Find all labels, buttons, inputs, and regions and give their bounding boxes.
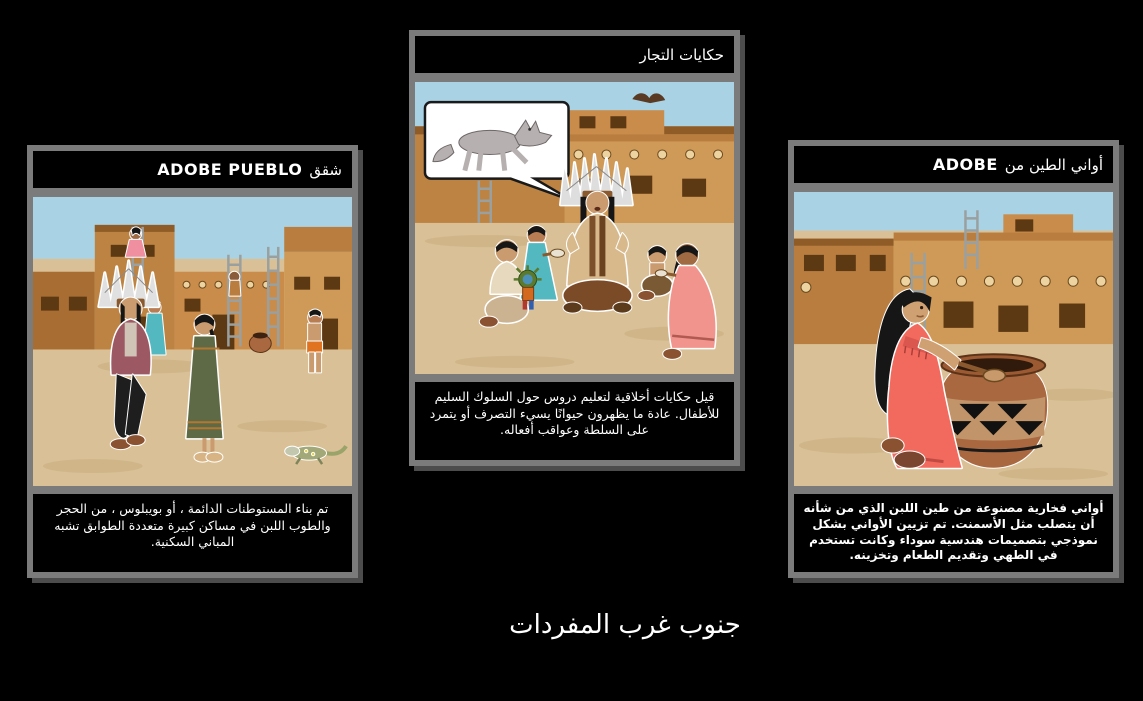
storyboard-cell-adobe-pueblo	[27, 145, 358, 578]
pueblo-village-illustration	[33, 197, 352, 486]
storyboard-cell-clay-pots	[788, 140, 1119, 578]
cell-title-bar	[33, 151, 352, 188]
storyteller-illustration	[415, 82, 734, 374]
storyteller-scene	[415, 82, 734, 374]
cell-title-latin: ADOBE PUEBLO	[157, 160, 303, 179]
cell-caption: أواني فخارية مصنوعة من طين اللبن الذي من شأنه أن يتصلب مثل الأسمنت. تم تزيين الأواني بشكل نموذجي بتصميمات هندسية سوداء وكانت تستخدم في الطهي وتقديم الطعام وتخزينه.	[794, 494, 1113, 572]
cell-caption: قيل حكايات أخلاقية لتعليم دروس حول السلوك السليم للأطفال. عادة ما يظهرون حيوانًا يسيء التصرف أو يتمرد على السلطة وعواقب أفعاله.	[415, 382, 734, 460]
child-climbing-ladder	[229, 272, 240, 296]
cell-title-latin: ADOBE	[932, 155, 998, 174]
storyboard-title: جنوب غرب المفردات	[509, 610, 741, 640]
cell-title-arabic: أواني الطين من	[1004, 155, 1103, 174]
cell-title-bar	[415, 36, 734, 73]
clay-pot-scene	[794, 192, 1113, 486]
pueblo-village-scene	[33, 197, 352, 486]
boy-orange-shorts	[307, 310, 322, 373]
storyboard-cell-trader-tales	[409, 30, 740, 466]
clay-pot-illustration	[794, 192, 1113, 486]
cell-title-arabic: حكايات التجار	[639, 45, 724, 64]
cell-title-arabic: شقق	[309, 160, 342, 179]
cell-caption: تم بناء المستوطنات الدائمة ، أو بويبلوس ، من الحجر والطوب اللبن في مساكن كبيرة متعددة الطوابق تشبه المباني السكنية.	[33, 494, 352, 572]
cell-title-bar	[794, 146, 1113, 183]
